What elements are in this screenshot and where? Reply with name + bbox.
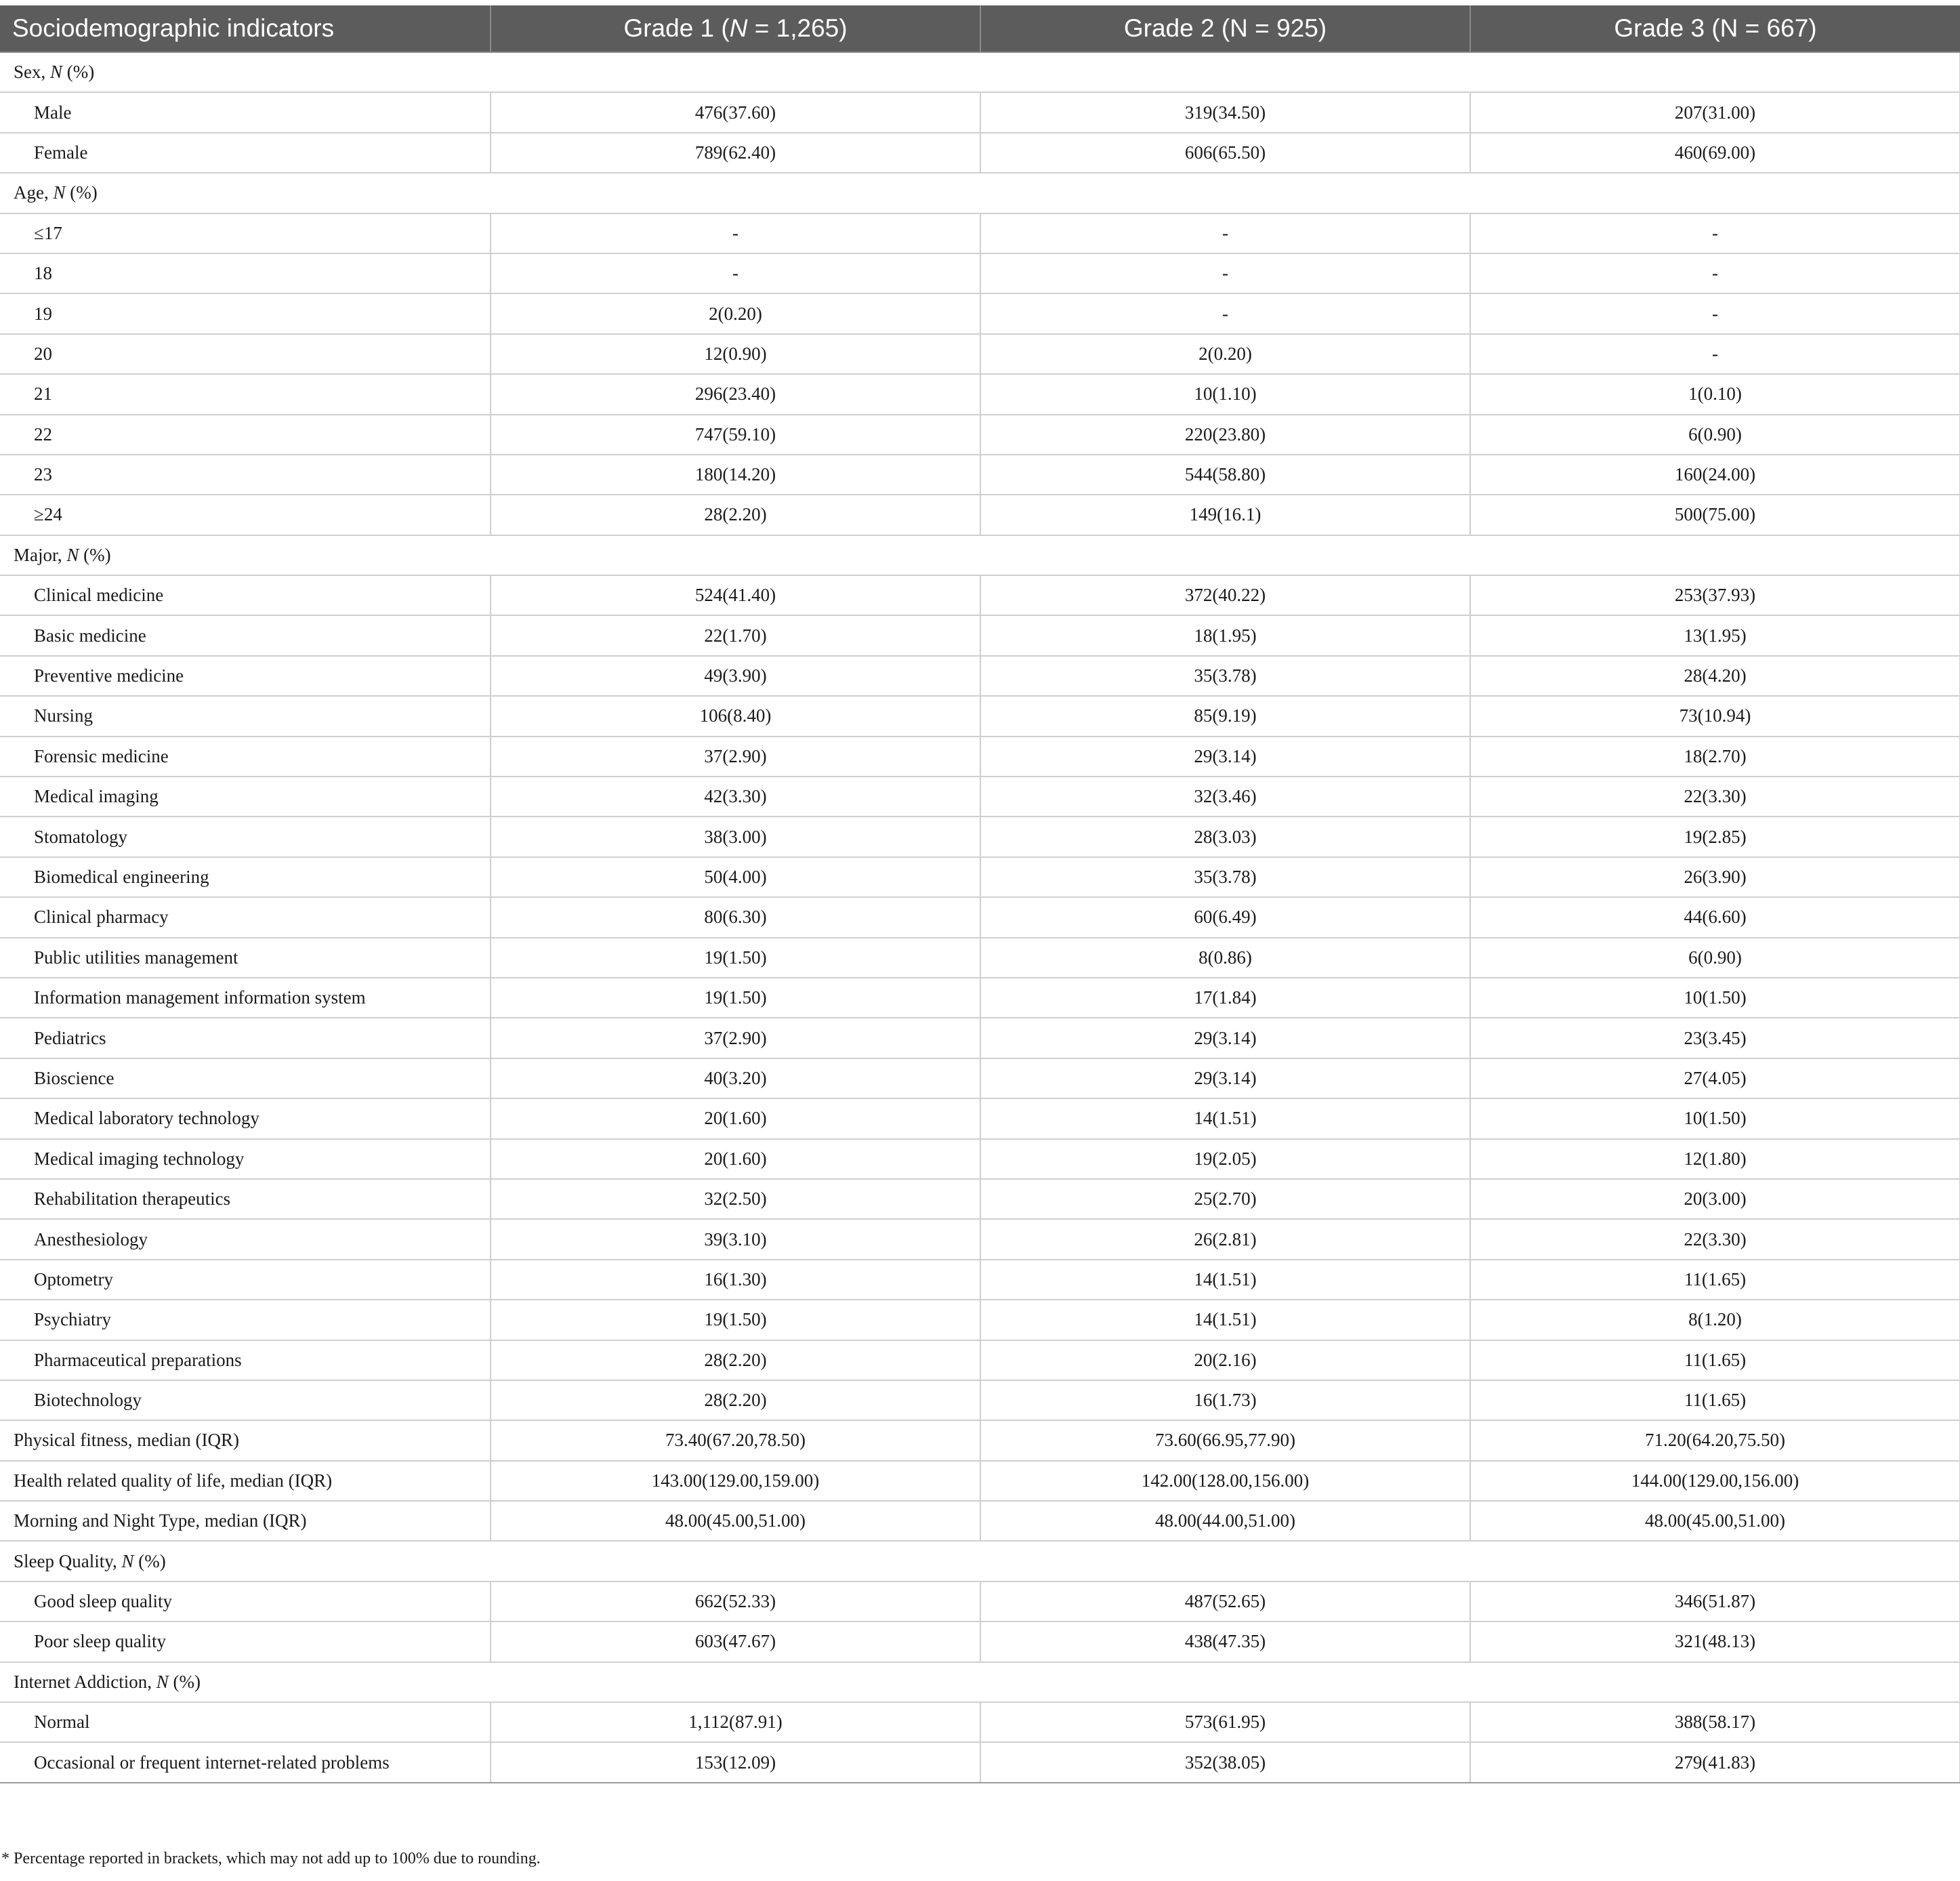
- cell-grade-2: 85(9.19): [980, 696, 1470, 736]
- row-label: Nursing: [0, 696, 491, 736]
- section-label: [0, 52, 1960, 92]
- table-row: [0, 1260, 1960, 1300]
- table-row: [0, 213, 1960, 253]
- cell-grade-3: 71.20(64.20,75.50): [1470, 1420, 1960, 1460]
- cell-grade-1: -: [491, 213, 980, 253]
- cell-grade-3: 11(1.65): [1470, 1340, 1960, 1380]
- cell-grade-1: 37(2.90): [491, 1018, 980, 1058]
- cell-grade-2: 19(2.05): [980, 1139, 1470, 1179]
- cell-grade-3: 23(3.45): [1470, 1018, 1960, 1058]
- cell-grade-3: 10(1.50): [1470, 1098, 1960, 1138]
- cell-grade-1: 106(8.40): [491, 696, 980, 736]
- cell-grade-3: 321(48.13): [1470, 1621, 1960, 1661]
- cell-grade-3: 207(31.00): [1470, 92, 1960, 132]
- cell-grade-1: 153(12.09): [491, 1742, 980, 1782]
- cell-grade-1: -: [491, 253, 980, 293]
- table-row: [0, 978, 1960, 1018]
- row-label: Rehabilitation therapeutics: [0, 1179, 491, 1219]
- cell-grade-3: -: [1470, 334, 1960, 374]
- cell-grade-3: 44(6.60): [1470, 897, 1960, 937]
- table-row: [0, 938, 1960, 978]
- cell-grade-1: 2(0.20): [491, 293, 980, 333]
- row-label: Health related quality of life, median (IQR): [0, 1461, 491, 1501]
- section-label: [0, 173, 1960, 213]
- row-label: Biotechnology: [0, 1380, 491, 1420]
- section-label-n: N: [50, 62, 63, 83]
- cell-grade-3: -: [1470, 213, 1960, 253]
- table-row: [0, 1058, 1960, 1098]
- cell-grade-3: 346(51.87): [1470, 1582, 1960, 1621]
- cell-grade-1: 42(3.30): [491, 777, 980, 817]
- cell-grade-3: 460(69.00): [1470, 133, 1960, 173]
- cell-grade-2: 29(3.14): [980, 737, 1470, 777]
- cell-grade-2: 319(34.50): [980, 92, 1470, 132]
- cell-grade-3: 12(1.80): [1470, 1139, 1960, 1179]
- cell-grade-1: 180(14.20): [491, 455, 980, 495]
- section-label-text: Internet Addiction,: [14, 1671, 157, 1692]
- cell-grade-1: 1,112(87.91): [491, 1702, 980, 1742]
- cell-grade-2: 220(23.80): [980, 415, 1470, 455]
- table-row: [0, 1461, 1960, 1501]
- section-header-row: [0, 173, 1960, 213]
- table-row: [0, 1179, 1960, 1219]
- cell-grade-2: -: [980, 253, 1470, 293]
- cell-grade-1: 80(6.30): [491, 897, 980, 937]
- cell-grade-2: 60(6.49): [980, 897, 1470, 937]
- cell-grade-2: 573(61.95): [980, 1702, 1470, 1742]
- section-label-n: N: [156, 1671, 169, 1692]
- cell-grade-2: 18(1.95): [980, 615, 1470, 655]
- section-header-row: [0, 1662, 1960, 1702]
- row-label: Clinical medicine: [0, 575, 491, 615]
- header-grade-3: Grade 3 (N = 667): [1470, 5, 1960, 52]
- cell-grade-1: 19(1.50): [491, 938, 980, 978]
- cell-grade-2: 35(3.78): [980, 857, 1470, 897]
- cell-grade-1: 143.00(129.00,159.00): [491, 1461, 980, 1501]
- cell-grade-1: 476(37.60): [491, 92, 980, 132]
- cell-grade-1: 28(2.20): [491, 495, 980, 535]
- cell-grade-2: 14(1.51): [980, 1300, 1470, 1340]
- row-label: Basic medicine: [0, 615, 491, 655]
- cell-grade-1: 20(1.60): [491, 1098, 980, 1138]
- row-label: Information management information system: [0, 978, 491, 1018]
- cell-grade-2: 29(3.14): [980, 1018, 1470, 1058]
- table-row: [0, 1420, 1960, 1460]
- cell-grade-2: 17(1.84): [980, 978, 1470, 1018]
- cell-grade-3: 388(58.17): [1470, 1702, 1960, 1742]
- table-row: [0, 1742, 1960, 1782]
- row-label: 18: [0, 253, 491, 293]
- table-row: [0, 1098, 1960, 1138]
- row-label: Poor sleep quality: [0, 1621, 491, 1661]
- table-row: [0, 1702, 1960, 1742]
- cell-grade-1: 28(2.20): [491, 1340, 980, 1380]
- cell-grade-1: 48.00(45.00,51.00): [491, 1501, 980, 1541]
- cell-grade-1: 22(1.70): [491, 615, 980, 655]
- cell-grade-3: 22(3.30): [1470, 777, 1960, 817]
- row-label: Female: [0, 133, 491, 173]
- section-header-row: [0, 52, 1960, 92]
- header-grade-2: Grade 2 (N = 925): [980, 5, 1470, 52]
- section-label-text: Sex,: [14, 62, 50, 83]
- cell-grade-1: 296(23.40): [491, 374, 980, 414]
- row-label: 21: [0, 374, 491, 414]
- table-row: [0, 857, 1960, 897]
- table-row: [0, 1219, 1960, 1259]
- table-row: [0, 1018, 1960, 1058]
- row-label: Normal: [0, 1702, 491, 1742]
- row-label: Medical imaging technology: [0, 1139, 491, 1179]
- row-label: Morning and Night Type, median (IQR): [0, 1501, 491, 1541]
- cell-grade-2: 20(2.16): [980, 1340, 1470, 1380]
- cell-grade-2: 606(65.50): [980, 133, 1470, 173]
- cell-grade-1: 38(3.00): [491, 817, 980, 856]
- table-row: [0, 1340, 1960, 1380]
- row-label: Forensic medicine: [0, 737, 491, 777]
- row-label: Good sleep quality: [0, 1582, 491, 1621]
- cell-grade-3: 500(75.00): [1470, 495, 1960, 535]
- cell-grade-1: 603(47.67): [491, 1621, 980, 1661]
- cell-grade-2: 28(3.03): [980, 817, 1470, 856]
- row-label: Clinical pharmacy: [0, 897, 491, 937]
- cell-grade-3: -: [1470, 293, 1960, 333]
- cell-grade-1: 16(1.30): [491, 1260, 980, 1300]
- table-row: [0, 92, 1960, 132]
- cell-grade-3: 28(4.20): [1470, 656, 1960, 696]
- table-row: [0, 696, 1960, 736]
- table-row: [0, 656, 1960, 696]
- row-label: Medical laboratory technology: [0, 1098, 491, 1138]
- table-row: [0, 374, 1960, 414]
- section-label: [0, 1541, 1960, 1581]
- cell-grade-2: 48.00(44.00,51.00): [980, 1501, 1470, 1541]
- cell-grade-3: 26(3.90): [1470, 857, 1960, 897]
- cell-grade-1: 789(62.40): [491, 133, 980, 173]
- table-row: [0, 334, 1960, 374]
- cell-grade-2: -: [980, 213, 1470, 253]
- cell-grade-2: 29(3.14): [980, 1058, 1470, 1098]
- cell-grade-3: 11(1.65): [1470, 1260, 1960, 1300]
- cell-grade-2: 2(0.20): [980, 334, 1470, 374]
- cell-grade-1: 662(52.33): [491, 1582, 980, 1621]
- table-row: [0, 293, 1960, 333]
- section-label-suffix: (%): [65, 182, 98, 203]
- row-label: ≤17: [0, 213, 491, 253]
- section-label-n: N: [53, 182, 66, 203]
- cell-grade-3: 10(1.50): [1470, 978, 1960, 1018]
- cell-grade-3: 160(24.00): [1470, 455, 1960, 495]
- header-indicators: Sociodemographic indicators: [0, 5, 491, 52]
- row-label: Physical fitness, median (IQR): [0, 1420, 491, 1460]
- row-label: 19: [0, 293, 491, 333]
- cell-grade-1: 50(4.00): [491, 857, 980, 897]
- table-row: [0, 455, 1960, 495]
- cell-grade-2: 438(47.35): [980, 1621, 1470, 1661]
- cell-grade-3: 11(1.65): [1470, 1380, 1960, 1420]
- cell-grade-1: 747(59.10): [491, 415, 980, 455]
- row-label: 20: [0, 334, 491, 374]
- row-label: Stomatology: [0, 817, 491, 856]
- header-row: [0, 5, 1960, 52]
- table-row: [0, 615, 1960, 655]
- row-label: 22: [0, 415, 491, 455]
- cell-grade-3: 22(3.30): [1470, 1219, 1960, 1259]
- row-label: Pharmaceutical preparations: [0, 1340, 491, 1380]
- section-header-row: [0, 1541, 1960, 1581]
- cell-grade-1: 19(1.50): [491, 1300, 980, 1340]
- cell-grade-3: 73(10.94): [1470, 696, 1960, 736]
- section-label-suffix: (%): [79, 544, 111, 565]
- cell-grade-3: 8(1.20): [1470, 1300, 1960, 1340]
- section-label-text: Major,: [14, 544, 67, 565]
- cell-grade-3: 1(0.10): [1470, 374, 1960, 414]
- cell-grade-2: 35(3.78): [980, 656, 1470, 696]
- cell-grade-3: 27(4.05): [1470, 1058, 1960, 1098]
- table-row: [0, 253, 1960, 293]
- cell-grade-3: 144.00(129.00,156.00): [1470, 1461, 1960, 1501]
- cell-grade-3: -: [1470, 253, 1960, 293]
- cell-grade-3: 20(3.00): [1470, 1179, 1960, 1219]
- row-label: Medical imaging: [0, 777, 491, 817]
- cell-grade-3: 19(2.85): [1470, 817, 1960, 856]
- cell-grade-1: 19(1.50): [491, 978, 980, 1018]
- table-row: [0, 817, 1960, 856]
- cell-grade-1: 49(3.90): [491, 656, 980, 696]
- cell-grade-3: 253(37.93): [1470, 575, 1960, 615]
- section-label-suffix: (%): [168, 1671, 201, 1692]
- cell-grade-1: 40(3.20): [491, 1058, 980, 1098]
- cell-grade-1: 28(2.20): [491, 1380, 980, 1420]
- cell-grade-1: 37(2.90): [491, 737, 980, 777]
- section-label-suffix: (%): [133, 1550, 166, 1571]
- table-row: [0, 1300, 1960, 1340]
- table-row: [0, 1380, 1960, 1420]
- table-row: [0, 1139, 1960, 1179]
- table-row: [0, 1582, 1960, 1621]
- table-row: [0, 737, 1960, 777]
- cell-grade-3: 18(2.70): [1470, 737, 1960, 777]
- row-label: Biomedical engineering: [0, 857, 491, 897]
- section-label: [0, 1662, 1960, 1702]
- cell-grade-2: 544(58.80): [980, 455, 1470, 495]
- cell-grade-3: 48.00(45.00,51.00): [1470, 1501, 1960, 1541]
- table-row: [0, 897, 1960, 937]
- table-row: [0, 1501, 1960, 1541]
- cell-grade-2: 25(2.70): [980, 1179, 1470, 1219]
- table-header: [0, 5, 1960, 52]
- table-row: [0, 575, 1960, 615]
- row-label: 23: [0, 455, 491, 495]
- table-row: [0, 777, 1960, 817]
- row-label: Psychiatry: [0, 1300, 491, 1340]
- cell-grade-3: 6(0.90): [1470, 938, 1960, 978]
- cell-grade-2: 352(38.05): [980, 1742, 1470, 1782]
- cell-grade-2: 14(1.51): [980, 1098, 1470, 1138]
- cell-grade-3: 13(1.95): [1470, 615, 1960, 655]
- row-label: Preventive medicine: [0, 656, 491, 696]
- cell-grade-2: 487(52.65): [980, 1582, 1470, 1621]
- row-label: Bioscience: [0, 1058, 491, 1098]
- section-label-text: Age,: [14, 182, 54, 203]
- section-label-n: N: [66, 544, 79, 565]
- cell-grade-2: 14(1.51): [980, 1260, 1470, 1300]
- cell-grade-2: 149(16.1): [980, 495, 1470, 535]
- cell-grade-1: 20(1.60): [491, 1139, 980, 1179]
- cell-grade-2: -: [980, 293, 1470, 333]
- row-label: Public utilities management: [0, 938, 491, 978]
- header-grade-1: Grade 1 (N = 1,265): [491, 5, 980, 52]
- section-label-text: Sleep Quality,: [14, 1550, 122, 1571]
- cell-grade-1: 12(0.90): [491, 334, 980, 374]
- table-row: [0, 415, 1960, 455]
- cell-grade-2: 73.60(66.95,77.90): [980, 1420, 1470, 1460]
- row-label: Occasional or frequent internet-related problems: [0, 1742, 491, 1782]
- row-label: Pediatrics: [0, 1018, 491, 1058]
- cell-grade-2: 32(3.46): [980, 777, 1470, 817]
- section-label: [0, 535, 1960, 575]
- cell-grade-3: 279(41.83): [1470, 1742, 1960, 1782]
- cell-grade-1: 32(2.50): [491, 1179, 980, 1219]
- section-label-n: N: [121, 1550, 134, 1571]
- cell-grade-1: 524(41.40): [491, 575, 980, 615]
- row-label: Male: [0, 92, 491, 132]
- cell-grade-1: 73.40(67.20,78.50): [491, 1420, 980, 1460]
- cell-grade-2: 26(2.81): [980, 1219, 1470, 1259]
- table-row: [0, 495, 1960, 535]
- cell-grade-2: 142.00(128.00,156.00): [980, 1461, 1470, 1501]
- table-footnote: * Percentage reported in brackets, which may not add up to 100% due to rounding.: [1, 1850, 541, 1867]
- cell-grade-2: 16(1.73): [980, 1380, 1470, 1420]
- table-row: [0, 133, 1960, 173]
- cell-grade-2: 372(40.22): [980, 575, 1470, 615]
- row-label: Anesthesiology: [0, 1219, 491, 1259]
- cell-grade-3: 6(0.90): [1470, 415, 1960, 455]
- section-label-suffix: (%): [62, 62, 95, 83]
- row-label: Optometry: [0, 1260, 491, 1300]
- table-body: [0, 52, 1960, 1783]
- cell-grade-2: 8(0.86): [980, 938, 1470, 978]
- section-header-row: [0, 535, 1960, 575]
- row-label: ≥24: [0, 495, 491, 535]
- sociodemographic-table: [0, 5, 1960, 1783]
- cell-grade-2: 10(1.10): [980, 374, 1470, 414]
- cell-grade-1: 39(3.10): [491, 1219, 980, 1259]
- table-row: [0, 1621, 1960, 1661]
